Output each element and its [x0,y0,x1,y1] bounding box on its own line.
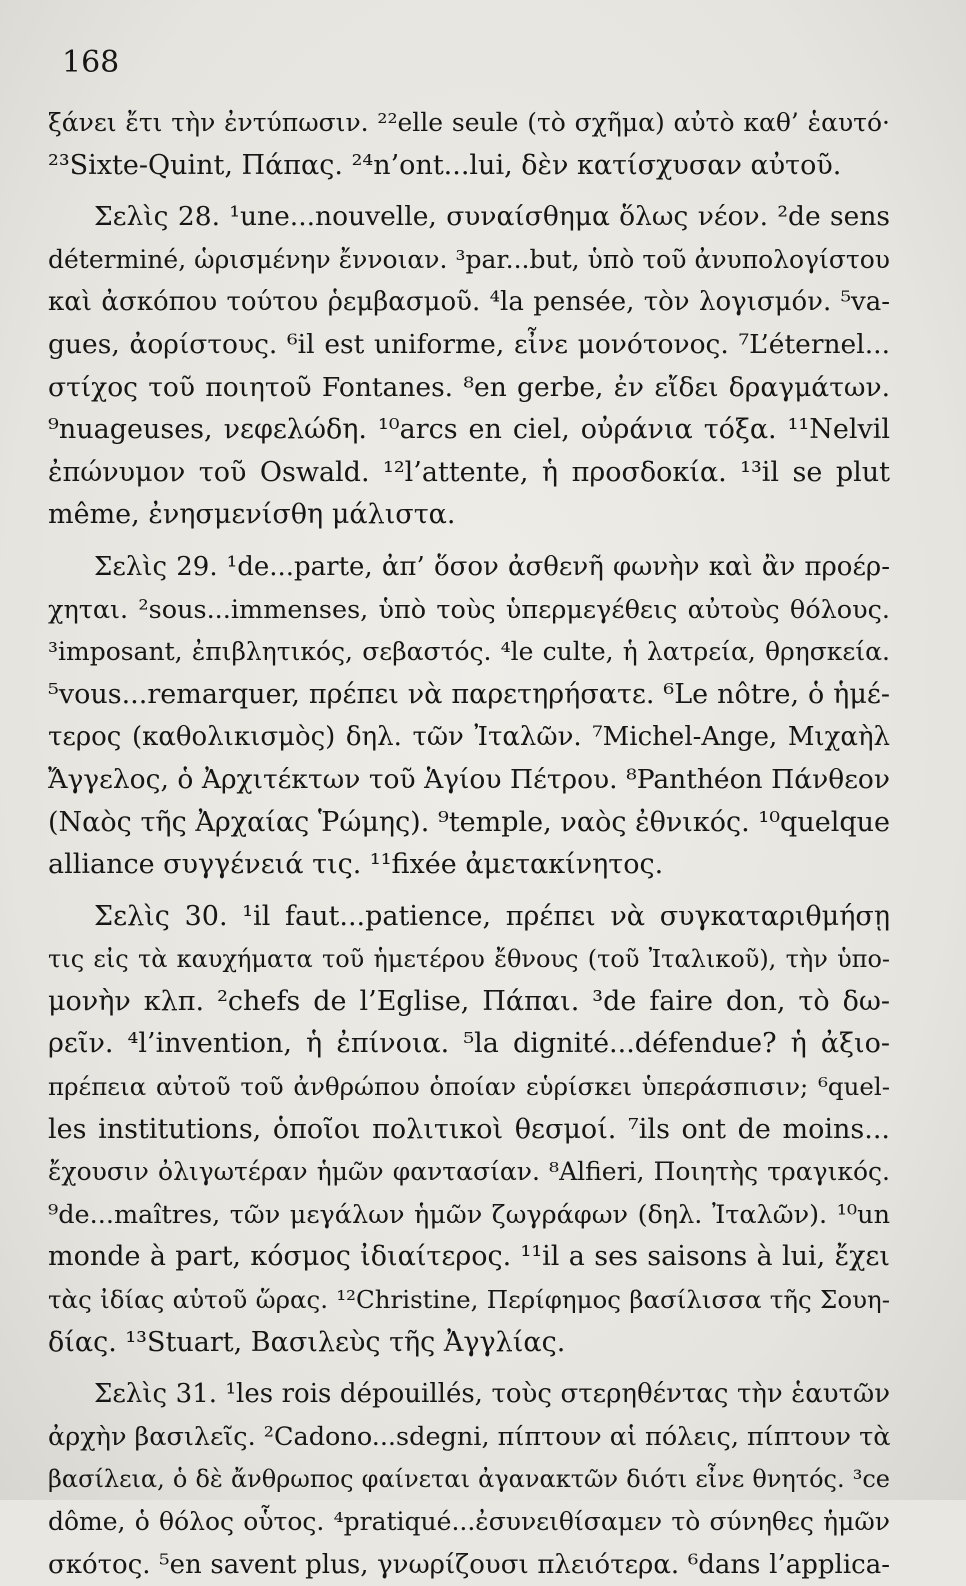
text-line: τερος (καθολικισμὸς) δηλ. τῶν Ἰταλῶν. ⁷Michel-Ange, Μιχαὴλ [48,722,890,753]
text-line: χηται. ²sous...immenses, ὑπὸ τοὺς ὑπερμεγέθεις αὐτοὺς θόλους. [48,594,890,625]
text-line: Σελὶς 28. ¹une...nouvelle, συναίσθημα ὅλως νέον. ²de sens [94,201,890,233]
text-line: alliance συγγένειά τις. ¹¹fixée ἀμετακίνητος. [48,849,664,881]
text-line: πρέπεια αὐτοῦ τοῦ ἀνθρώπου ὁποίαν εὑρίσκει ὑπεράσπισιν; ⁶quel- [48,1072,890,1102]
text-line: Ἄγγελος, ὁ Ἀρχιτέκτων τοῦ Ἁγίου Πέτρου. ⁸Panthéon Πάνθεον [48,763,890,795]
page-text [48,102,890,1586]
text-line: gues, ἀορίστους. ⁶il est uniforme, εἶνε μονότονος. ⁷L’éternel... [48,328,890,360]
text-line: καὶ ἀσκόπου τούτου ῥεμβασμοῦ. ⁴la pensée, τὸν λογισμόν. ⁵va- [48,287,890,318]
text-line: monde à part, κόσμος ἰδιαίτερος. ¹¹il a ses saisons à lui, ἔχει [48,1241,890,1273]
text-line: ξάνει ἔτι τὴν ἐντύπωσιν. ²²elle seule (τὸ σχῆμα) αὐτὸ καθ’ ἑαυτό· [48,108,890,137]
text-line: μονὴν κλπ. ²chefs de l’Eglise, Πάπαι. ³de faire don, τὸ δω- [48,985,890,1017]
text-line: (Ναὸς τῆς Ἀρχαίας Ῥώμης). ⁹temple, ναὸς ἐθνικός. ¹⁰quelque [48,806,890,838]
text-line: Σελὶς 31. ¹les rois dépouillés, τοὺς στερηθέντας τὴν ἑαυτῶν [94,1379,890,1410]
text-line: ⁹nuageuses, νεφελώδη. ¹⁰arcs en ciel, οὐράνια τόξα. ¹¹Nelvil [48,414,890,446]
text-line: les institutions, ὁποῖοι πολιτικοὶ θεσμοί. ⁷ils ont de moins... [48,1113,890,1145]
text-line: βασίλεια, ὁ δὲ ἄνθρωπος φαίνεται ἀγανακτῶν διότι εἶνε θνητός. ³ce [48,1465,890,1494]
text-line: ²³Sixte-Quint, Πάπας. ²⁴n’ont...lui, δὲν κατίσχυσαν αὐτοῦ. [48,149,842,181]
text-line: δίας. ¹³Stuart, Βασιλεὺς τῆς Ἀγγλίας. [48,1326,566,1358]
text-line: ἐπώνυμον τοῦ Oswald. ¹²l’attente, ἡ προσδοκία. ¹³il se plut [48,456,890,488]
text-line: Σελὶς 30. ¹il faut...patience, πρέπει νὰ συγκαταριθμήσῃ [94,900,890,932]
text-line: ⁹de...maîtres, τῶν μεγάλων ἡμῶν ζωγράφων (δηλ. Ἰταλῶν). ¹⁰un [48,1199,890,1230]
text-line: même, ἐνησμενίσθη μάλιστα. [48,499,456,531]
text-line: στίχος τοῦ ποιητοῦ Fontanes. ⁸en gerbe, ἐν εἴδει δραγμάτων. [48,371,890,403]
text-line: Σελὶς 29. ¹de...parte, ἀπ’ ὅσον ἀσθενῆ φωνὴν καὶ ἂν προέρ- [94,551,890,582]
text-line: τις εἰς τὰ καυχήματα τοῦ ἡμετέρου ἔθνους (τοῦ Ἰταλικοῦ), τὴν ὑπο- [48,945,890,974]
text-line: ³imposant, ἐπιβλητικός, σεβαστός. ⁴le culte, ἡ λατρεία, θρησκεία. [48,637,890,667]
text-line: ἔχουσιν ὀλιγωτέραν ἡμῶν φαντασίαν. ⁸Alfieri, Ποιητὴς τραγικός. [48,1157,890,1187]
text-line: ρεῖν. ⁴l’invention, ἡ ἐπίνοια. ⁵la dignité...défendue? ἡ ἀξιο- [48,1028,890,1060]
text-line: τὰς ἰδίας αὑτοῦ ὥρας. ¹²Christine, Περίφημος βασίλισσα τῆς Σουη- [48,1285,890,1315]
text-line: déterminé, ὡρισμένην ἔννοιαν. ³par...but, ὑπὸ τοῦ ἀνυπολογίστου [48,244,890,274]
text-line: σκότος. ⁵en savent plus, γνωρίζουσι πλειότερα. ⁶dans l’applica- [48,1549,890,1580]
text-line: ἀρχὴν βασιλεῖς. ²Cadono...sdegni, πίπτουν αἱ πόλεις, πίπτουν τὰ [48,1421,890,1452]
text-line: dôme, ὁ θόλος οὗτος. ⁴pratiqué...ἐσυνειθίσαμεν τὸ σύνηθες ἡμῶν [48,1507,890,1536]
page-number: 168 [62,45,120,80]
text-line: ⁵vous...remarquer, πρέπει νὰ παρετηρήσατε. ⁶Le nôtre, ὁ ἡμέ- [48,678,890,710]
